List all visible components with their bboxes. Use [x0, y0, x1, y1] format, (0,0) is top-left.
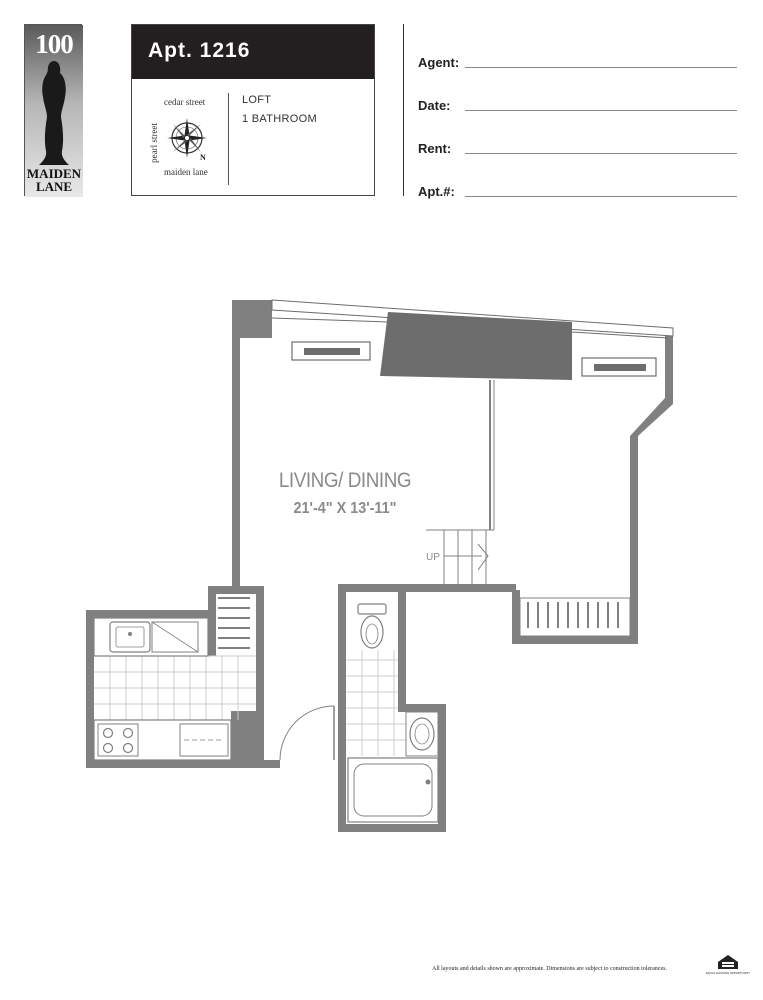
- kitchen-column: [231, 711, 264, 761]
- agent-label: Agent:: [418, 55, 460, 70]
- apartment-type: LOFT: [242, 94, 272, 106]
- north-letter: N: [200, 153, 206, 162]
- bathroom-floor-tiles: [346, 650, 406, 756]
- entry-door-swing: [280, 706, 334, 760]
- radiator-right-grille: [594, 364, 646, 371]
- bathroom-sink-icon: [410, 718, 434, 750]
- central-structural-block: [380, 312, 572, 380]
- rent-label: Rent:: [418, 141, 452, 156]
- kitchen-south-wall: [86, 760, 280, 768]
- northeast-wall: [665, 336, 673, 404]
- balcony-west-wall: [512, 590, 520, 644]
- balcony-south-wall: [512, 636, 638, 644]
- south-street-label: maiden lane: [164, 167, 208, 177]
- apt-number-label: Apt.#:: [418, 184, 455, 199]
- apartment-title: Apt. 1216: [148, 39, 251, 62]
- west-street-label: pearl street: [148, 123, 159, 163]
- closet-north-wall: [208, 586, 263, 594]
- bathroom-south-wall: [338, 824, 446, 832]
- radiator-left-grille: [304, 348, 360, 355]
- date-label: Date:: [418, 98, 451, 113]
- room-dimensions-label: 21'-4" X 13'-11": [293, 500, 397, 517]
- stair-up-label: UP: [426, 552, 440, 563]
- toilet-icon: [361, 616, 383, 648]
- vanity-wall: [398, 704, 446, 712]
- bathroom-east-wall: [438, 704, 446, 832]
- toilet-tank-icon: [358, 604, 386, 614]
- logo-number: 100: [35, 29, 73, 59]
- kitchen-floor-tiles: [94, 656, 256, 720]
- apartment-bathrooms: 1 BATHROOM: [242, 113, 317, 125]
- northwest-column: [232, 300, 272, 338]
- equal-housing-text: EQUAL HOUSING OPPORTUNITY: [705, 971, 751, 975]
- kitchen-west-wall: [86, 610, 94, 768]
- east-wall: [630, 436, 638, 644]
- living-west-wall: [232, 300, 240, 586]
- stair-landing-wall: [406, 584, 516, 592]
- stove-icon: [98, 724, 138, 756]
- closet-shelves: [218, 598, 250, 648]
- room-name-label: LIVING/ DINING: [278, 469, 412, 492]
- logo-text-maiden: MAIDEN: [26, 166, 82, 181]
- window-line-left: [272, 318, 388, 322]
- disclaimer-text: All layouts and details shown are approximate. Dimensions are subject to construction tolerances.: [432, 966, 667, 972]
- north-street-label: cedar street: [164, 97, 206, 107]
- bathtub-icon: [348, 758, 438, 822]
- equal-housing-opportunity-icon: [705, 954, 751, 976]
- kitchen-north-wall: [86, 610, 208, 618]
- logo-text-lane: LANE: [35, 179, 73, 194]
- closet-west-wall: [208, 586, 216, 656]
- bathroom-inner-wall: [398, 584, 406, 710]
- loft-railing: [520, 598, 630, 636]
- bathroom-west-wall: [338, 584, 346, 830]
